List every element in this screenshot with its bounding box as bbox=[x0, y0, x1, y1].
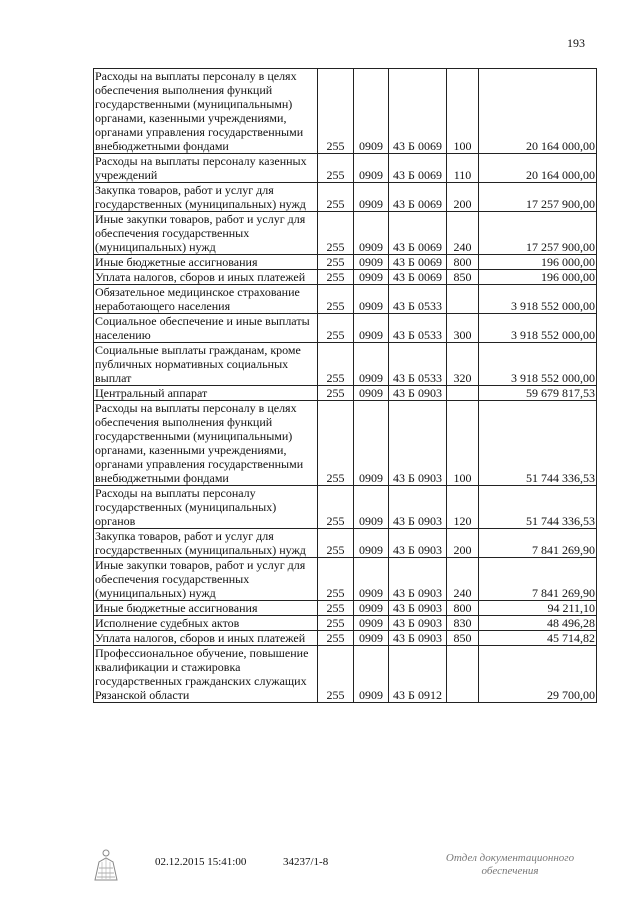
cell-target-article: 43 Б 0533 bbox=[389, 343, 447, 386]
cell-section: 0909 bbox=[354, 631, 389, 646]
cell-name: Социальное обеспечение и иные выплаты населению bbox=[94, 314, 318, 343]
cell-ved: 255 bbox=[318, 183, 354, 212]
cell-expense-type: 110 bbox=[447, 154, 479, 183]
cell-ved: 255 bbox=[318, 314, 354, 343]
cell-expense-type: 300 bbox=[447, 314, 479, 343]
table-row bbox=[94, 558, 597, 601]
cell-section: 0909 bbox=[354, 154, 389, 183]
cell-amount: 48 496,28 bbox=[479, 616, 597, 631]
cell-amount: 20 164 000,00 bbox=[479, 69, 597, 154]
cell-amount: 51 744 336,53 bbox=[479, 486, 597, 529]
cell-target-article: 43 Б 0069 bbox=[389, 255, 447, 270]
footer-dept-line2: обеспечения bbox=[481, 865, 539, 877]
cell-section: 0909 bbox=[354, 616, 389, 631]
budget-table bbox=[93, 68, 597, 703]
cell-target-article: 43 Б 0533 bbox=[389, 314, 447, 343]
footer-dept-line1: Отдел документационного bbox=[445, 852, 575, 864]
cell-section: 0909 bbox=[354, 646, 389, 703]
cell-ved: 255 bbox=[318, 631, 354, 646]
table-row bbox=[94, 386, 597, 401]
cell-target-article: 43 Б 0069 bbox=[389, 154, 447, 183]
cell-target-article: 43 Б 0903 bbox=[389, 558, 447, 601]
table-row bbox=[94, 616, 597, 631]
cell-ved: 255 bbox=[318, 270, 354, 285]
cell-expense-type: 850 bbox=[447, 631, 479, 646]
cell-amount: 45 714,82 bbox=[479, 631, 597, 646]
cell-expense-type: 800 bbox=[447, 255, 479, 270]
table-row bbox=[94, 183, 597, 212]
cell-target-article: 43 Б 0912 bbox=[389, 646, 447, 703]
cell-amount: 29 700,00 bbox=[479, 646, 597, 703]
cell-expense-type bbox=[447, 285, 479, 314]
cell-name: Закупка товаров, работ и услуг для государственных (муниципальных) нужд bbox=[94, 529, 318, 558]
cell-target-article: 43 Б 0903 bbox=[389, 401, 447, 486]
cell-amount: 3 918 552 000,00 bbox=[479, 285, 597, 314]
table-row bbox=[94, 529, 597, 558]
cell-expense-type bbox=[447, 646, 479, 703]
cell-target-article: 43 Б 0069 bbox=[389, 69, 447, 154]
cell-ved: 255 bbox=[318, 616, 354, 631]
cell-target-article: 43 Б 0903 bbox=[389, 601, 447, 616]
cell-amount: 3 918 552 000,00 bbox=[479, 314, 597, 343]
cell-name: Иные бюджетные ассигнования bbox=[94, 601, 318, 616]
cell-target-article: 43 Б 0069 bbox=[389, 212, 447, 255]
cell-section: 0909 bbox=[354, 386, 389, 401]
cell-target-article: 43 Б 0533 bbox=[389, 285, 447, 314]
table-row bbox=[94, 255, 597, 270]
cell-name: Закупка товаров, работ и услуг для государственных (муниципальных) нужд bbox=[94, 183, 318, 212]
cell-name: Профессиональное обучение, повышение квалификации и стажировка государственных гражданских служащих Рязанской области bbox=[94, 646, 318, 703]
cell-ved: 255 bbox=[318, 646, 354, 703]
table-row bbox=[94, 401, 597, 486]
table-row bbox=[94, 601, 597, 616]
cell-ved: 255 bbox=[318, 154, 354, 183]
cell-name: Исполнение судебных актов bbox=[94, 616, 318, 631]
cell-amount: 17 257 900,00 bbox=[479, 212, 597, 255]
cell-target-article: 43 Б 0903 bbox=[389, 386, 447, 401]
table-row bbox=[94, 646, 597, 703]
cell-section: 0909 bbox=[354, 270, 389, 285]
cell-target-article: 43 Б 0903 bbox=[389, 486, 447, 529]
table-row bbox=[94, 285, 597, 314]
page-number: 193 bbox=[567, 36, 585, 50]
cell-section: 0909 bbox=[354, 69, 389, 154]
cell-ved: 255 bbox=[318, 255, 354, 270]
cell-name: Обязательное медицинское страхование неработающего населения bbox=[94, 285, 318, 314]
cell-amount: 196 000,00 bbox=[479, 255, 597, 270]
cell-ved: 255 bbox=[318, 212, 354, 255]
table-row bbox=[94, 154, 597, 183]
table-row bbox=[94, 212, 597, 255]
cell-section: 0909 bbox=[354, 255, 389, 270]
cell-section: 0909 bbox=[354, 212, 389, 255]
cell-name: Расходы на выплаты персоналу в целях обеспечения выполнения функций государственными (муниципальными) органами, казенными учреждениями, органами управления государственными внебюджетными фондами bbox=[94, 401, 318, 486]
cell-ved: 255 bbox=[318, 401, 354, 486]
cell-section: 0909 bbox=[354, 529, 389, 558]
cell-section: 0909 bbox=[354, 401, 389, 486]
table-row bbox=[94, 270, 597, 285]
cell-name: Уплата налогов, сборов и иных платежей bbox=[94, 270, 318, 285]
cell-target-article: 43 Б 0903 bbox=[389, 631, 447, 646]
cell-expense-type: 850 bbox=[447, 270, 479, 285]
table-row bbox=[94, 631, 597, 646]
footer-department-stamp bbox=[420, 852, 600, 878]
footer-date: 02.12.2015 15:41:00 bbox=[155, 856, 247, 868]
footer-doc-id: 34237/1-8 bbox=[283, 856, 329, 868]
page-footer bbox=[0, 852, 640, 892]
cell-amount: 20 164 000,00 bbox=[479, 154, 597, 183]
cell-section: 0909 bbox=[354, 343, 389, 386]
cell-ved: 255 bbox=[318, 486, 354, 529]
cell-ved: 255 bbox=[318, 386, 354, 401]
table-row bbox=[94, 343, 597, 386]
cell-amount: 7 841 269,90 bbox=[479, 558, 597, 601]
cell-name: Социальные выплаты гражданам, кроме публичных нормативных социальных выплат bbox=[94, 343, 318, 386]
cell-amount: 196 000,00 bbox=[479, 270, 597, 285]
cell-expense-type: 100 bbox=[447, 401, 479, 486]
cell-section: 0909 bbox=[354, 486, 389, 529]
cell-amount: 7 841 269,90 bbox=[479, 529, 597, 558]
cell-target-article: 43 Б 0069 bbox=[389, 270, 447, 285]
cell-target-article: 43 Б 0069 bbox=[389, 183, 447, 212]
cell-target-article: 43 Б 0903 bbox=[389, 529, 447, 558]
table-row bbox=[94, 69, 597, 154]
cell-name: Расходы на выплаты персоналу государственных (муниципальных) органов bbox=[94, 486, 318, 529]
cell-ved: 255 bbox=[318, 285, 354, 314]
cell-amount: 17 257 900,00 bbox=[479, 183, 597, 212]
cell-name: Иные закупки товаров, работ и услуг для обеспечения государственных (муниципальных) нужд bbox=[94, 212, 318, 255]
cell-expense-type: 200 bbox=[447, 529, 479, 558]
cell-ved: 255 bbox=[318, 529, 354, 558]
cell-amount: 3 918 552 000,00 bbox=[479, 343, 597, 386]
table-row bbox=[94, 314, 597, 343]
cell-expense-type: 100 bbox=[447, 69, 479, 154]
cell-expense-type: 240 bbox=[447, 212, 479, 255]
cell-section: 0909 bbox=[354, 558, 389, 601]
cell-amount: 94 211,10 bbox=[479, 601, 597, 616]
cell-target-article: 43 Б 0903 bbox=[389, 616, 447, 631]
table-row bbox=[94, 486, 597, 529]
cell-expense-type: 830 bbox=[447, 616, 479, 631]
cell-expense-type: 200 bbox=[447, 183, 479, 212]
cell-expense-type: 320 bbox=[447, 343, 479, 386]
cell-ved: 255 bbox=[318, 558, 354, 601]
table-body bbox=[94, 69, 597, 703]
cell-expense-type: 120 bbox=[447, 486, 479, 529]
cell-name: Иные закупки товаров, работ и услуг для обеспечения государственных (муниципальных) нужд bbox=[94, 558, 318, 601]
cell-expense-type: 800 bbox=[447, 601, 479, 616]
cell-name: Уплата налогов, сборов и иных платежей bbox=[94, 631, 318, 646]
cell-ved: 255 bbox=[318, 69, 354, 154]
cell-ved: 255 bbox=[318, 343, 354, 386]
cell-section: 0909 bbox=[354, 601, 389, 616]
cell-amount: 59 679 817,53 bbox=[479, 386, 597, 401]
cell-amount: 51 744 336,53 bbox=[479, 401, 597, 486]
cell-expense-type bbox=[447, 386, 479, 401]
cell-name: Центральный аппарат bbox=[94, 386, 318, 401]
cell-section: 0909 bbox=[354, 183, 389, 212]
cell-ved: 255 bbox=[318, 601, 354, 616]
cell-name: Расходы на выплаты персоналу в целях обеспечения выполнения функций государственными (муниципальнымн) органами, казенными учреждениями, органами управления государственными внебюджетными фондами bbox=[94, 69, 318, 154]
cell-name: Расходы на выплаты персоналу казенных учреждений bbox=[94, 154, 318, 183]
cell-section: 0909 bbox=[354, 314, 389, 343]
cell-section: 0909 bbox=[354, 285, 389, 314]
cell-name: Иные бюджетные ассигнования bbox=[94, 255, 318, 270]
cell-expense-type: 240 bbox=[447, 558, 479, 601]
